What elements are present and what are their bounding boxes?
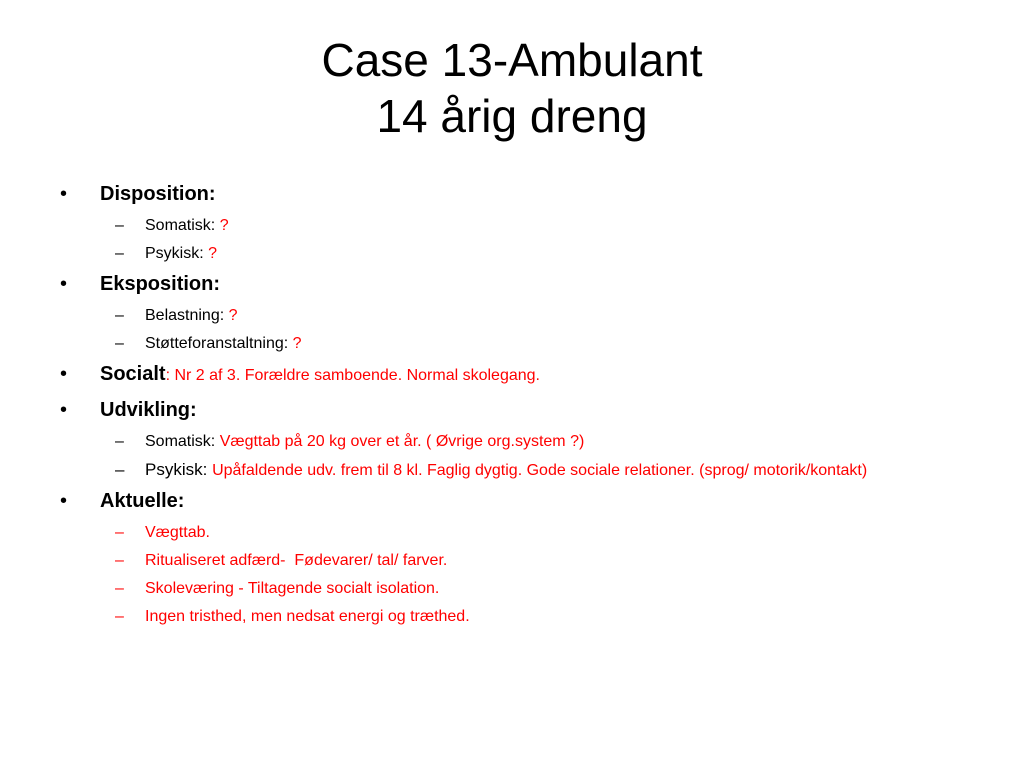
- sub-item-label: Belastning:: [145, 307, 229, 324]
- disposition-label: Disposition:: [100, 183, 216, 205]
- slide-title: [0, 32, 1024, 144]
- sub-item-label: Psykisk:: [145, 460, 213, 479]
- sub-item-aktuelle-1: [60, 521, 940, 545]
- bullet-icon: •: [60, 183, 68, 205]
- bullet-socialt: [60, 360, 940, 390]
- sub-item-text: Skoleværing - Tiltagende socialt isolation.: [145, 580, 440, 597]
- sub-item-value: Upåfaldende udv. frem til 8 kl. Faglig dygtig. Gode sociale relationer. (sprog/ motorik/kontakt): [212, 462, 868, 479]
- sub-item-aktuelle-2: [60, 549, 940, 573]
- bullet-icon: •: [60, 490, 68, 512]
- sub-item-text: Ingen tristhed, men nedsat energi og træthed.: [145, 608, 470, 625]
- socialt-value: : Nr 2 af 3. Forældre samboende. Normal skolegang.: [165, 367, 540, 384]
- sub-item-label: Somatisk:: [145, 217, 220, 234]
- aktuelle-label: Aktuelle:: [100, 490, 185, 512]
- dash-icon: –: [115, 524, 124, 541]
- sub-item-aktuelle-4: [60, 605, 940, 629]
- title-line-2: 14 årig dreng: [376, 90, 648, 142]
- dash-icon: –: [115, 552, 124, 569]
- bullet-icon: •: [60, 363, 68, 385]
- sub-item-disposition-psykisk: [60, 242, 940, 266]
- sub-item-value: ?: [208, 245, 218, 262]
- bullet-disposition: [60, 180, 940, 208]
- sub-item-eksposition-stotte: [60, 332, 940, 356]
- bullet-icon: •: [60, 399, 68, 421]
- bullet-udvikling: [60, 396, 940, 424]
- dash-icon: –: [115, 460, 125, 479]
- socialt-label: Socialt: [100, 363, 166, 385]
- sub-item-eksposition-belastning: [60, 304, 940, 328]
- bullet-aktuelle: [60, 487, 940, 515]
- udvikling-label: Udvikling:: [100, 399, 197, 421]
- dash-icon: –: [115, 433, 124, 450]
- dash-icon: –: [115, 608, 124, 625]
- sub-item-aktuelle-3: [60, 577, 940, 601]
- sub-item-value: ?: [219, 217, 229, 234]
- sub-item-text: Ritualiseret adfærd- Fødevarer/ tal/ farver.: [145, 552, 448, 569]
- sub-item-udvikling-somatisk: [60, 430, 940, 454]
- sub-item-label: Støtteforanstaltning:: [145, 335, 293, 352]
- dash-icon: –: [115, 245, 124, 262]
- sub-item-disposition-somatisk: [60, 214, 940, 238]
- sub-item-udvikling-psykisk: [60, 458, 940, 483]
- bullet-icon: •: [60, 273, 68, 295]
- sub-item-value: ?: [292, 335, 302, 352]
- sub-item-value: Vægttab på 20 kg over et år. ( Øvrige org.system ?): [219, 433, 585, 450]
- dash-icon: –: [115, 335, 124, 352]
- dash-icon: –: [115, 217, 124, 234]
- eksposition-label: Eksposition:: [100, 273, 221, 295]
- sub-item-value: ?: [228, 307, 238, 324]
- sub-item-text: Vægttab.: [145, 524, 210, 541]
- dash-icon: –: [115, 580, 124, 597]
- bullet-eksposition: [60, 270, 940, 298]
- sub-item-label: Psykisk:: [145, 245, 209, 262]
- title-line-1: Case 13-Ambulant: [321, 34, 703, 86]
- dash-icon: –: [115, 307, 124, 324]
- slide-body: [60, 180, 940, 633]
- sub-item-label: Somatisk:: [145, 433, 220, 450]
